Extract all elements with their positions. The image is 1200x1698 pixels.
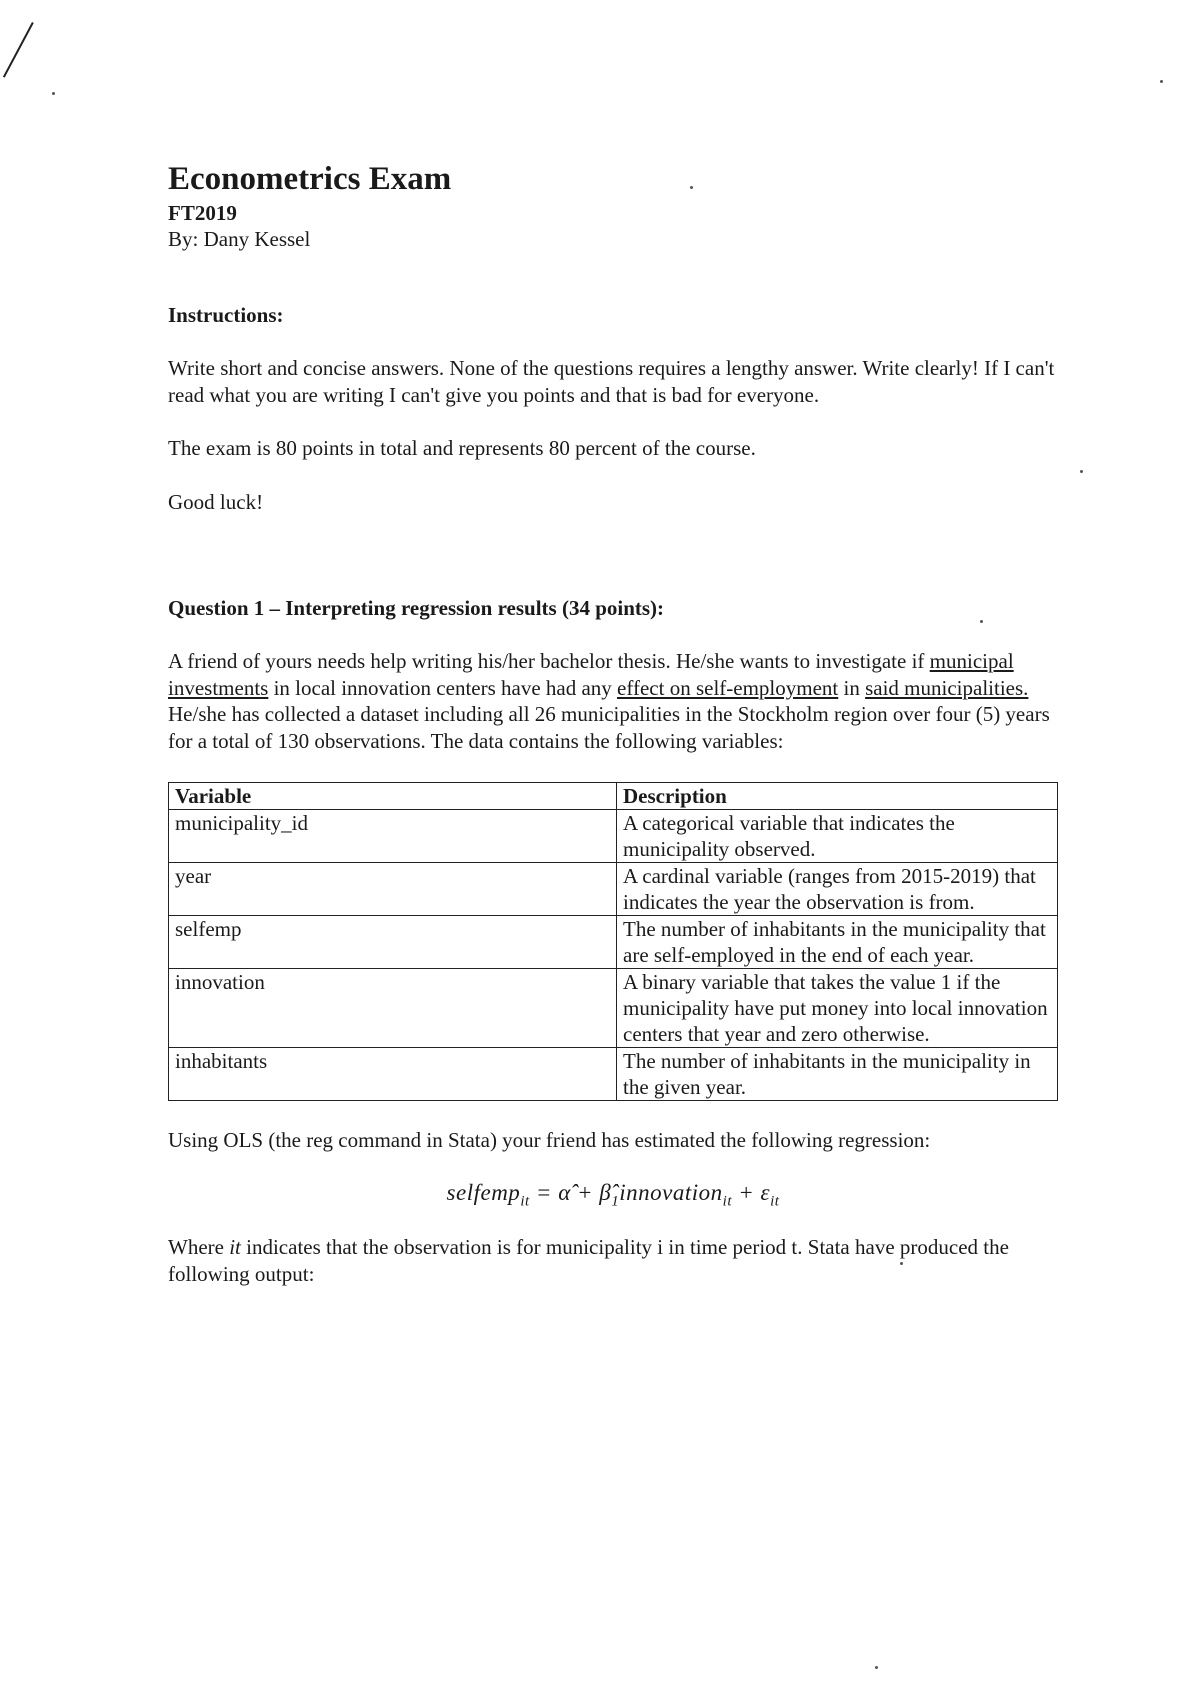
exam-term: FT2019: [168, 201, 237, 225]
pen-mark: [3, 22, 34, 78]
where-italic: it: [229, 1235, 241, 1260]
table-row: [169, 916, 1058, 969]
exam-author: By: Dany Kessel: [168, 227, 311, 251]
intro-text: A friend of yours needs help writing his/her bachelor thesis. He/she wants to investigate if: [168, 649, 930, 673]
equation-subscript: it: [722, 1193, 732, 1210]
variable-cell: inhabitants: [169, 1048, 617, 1101]
intro-text: in: [838, 675, 866, 700]
question-1-heading: Question 1 – Interpreting regression results (34 points):: [168, 596, 665, 620]
scan-speck: [1080, 470, 1083, 473]
variable-cell: year: [169, 863, 617, 916]
question-1-intro: [168, 648, 1058, 754]
exam-content: [168, 160, 1058, 1287]
description-cell: A categorical variable that indicates the municipality observed.: [617, 810, 1058, 863]
table-row: [169, 1048, 1058, 1101]
instructions-points: The exam is 80 points in total and represents 80 percent of the course.: [168, 436, 756, 460]
intro-text: He/she has collected a dataset including all 26 municipalities in the Stockholm region over four (5) years for a total of 130 observations. The data contains the following variables:: [168, 702, 1050, 753]
intro-underline: municipal investments: [168, 649, 1014, 700]
table-header-cell: Variable: [169, 783, 617, 810]
equation-subscript: 1: [611, 1193, 620, 1210]
equation-symbol: +: [732, 1179, 761, 1205]
equation-symbol: +: [570, 1179, 600, 1205]
where-part: Where: [168, 1235, 230, 1260]
description-cell: The number of inhabitants in the municipality in the given year.: [617, 1048, 1058, 1101]
scan-speck: [52, 92, 55, 95]
variable-cell: innovation: [169, 969, 617, 1048]
equation-error: ε: [760, 1179, 771, 1205]
instructions-paragraph: Write short and concise answers. None of the questions requires a lengthy answer. Write clearly! If I can't read what you are writing I can't give you points and that is bad for everyone.: [168, 356, 1055, 407]
variable-cell: municipality_id: [169, 810, 617, 863]
table-header-row: [169, 783, 1058, 810]
equation-subscript: it: [770, 1193, 780, 1210]
equation-symbol: =: [529, 1179, 559, 1205]
regression-equation: [168, 1180, 1058, 1211]
scan-speck: [875, 1666, 878, 1669]
where-part: indicates that the observation is for municipality i in time period t. Stata have produced the following output:: [168, 1235, 1009, 1286]
description-cell: A cardinal variable (ranges from 2015-2019) that indicates the year the observation is from.: [617, 863, 1058, 916]
equation-lhs: selfemp: [446, 1179, 521, 1205]
instructions-heading: Instructions:: [168, 303, 284, 327]
good-luck-text: Good luck!: [168, 489, 264, 514]
intro-text: in local innovation centers have had any: [268, 675, 618, 700]
table-row: [169, 863, 1058, 916]
equation-alpha: α̂: [558, 1179, 571, 1205]
variables-table: [168, 782, 1058, 1101]
where-text: [168, 1234, 1058, 1287]
equation-beta: β̂: [599, 1179, 612, 1205]
table-row: [169, 969, 1058, 1048]
scan-speck: [1160, 80, 1163, 83]
equation-subscript: it: [520, 1193, 530, 1210]
table-header-cell: Description: [617, 783, 1058, 810]
exam-title: Econometrics Exam: [168, 161, 452, 197]
variable-cell: selfemp: [169, 916, 617, 969]
intro-underline: said municipalities.: [865, 675, 1029, 700]
description-cell: A binary variable that takes the value 1 if the municipality have put money into local innovation centers that year and zero otherwise.: [617, 969, 1058, 1048]
intro-underline: effect on self-employment: [617, 675, 839, 700]
equation-variable: innovation: [619, 1179, 723, 1205]
description-cell: The number of inhabitants in the municipality that are self-employed in the end of each year.: [617, 916, 1058, 969]
table-row: [169, 810, 1058, 863]
ols-text: Using OLS (the reg command in Stata) your friend has estimated the following regression:: [168, 1128, 931, 1152]
